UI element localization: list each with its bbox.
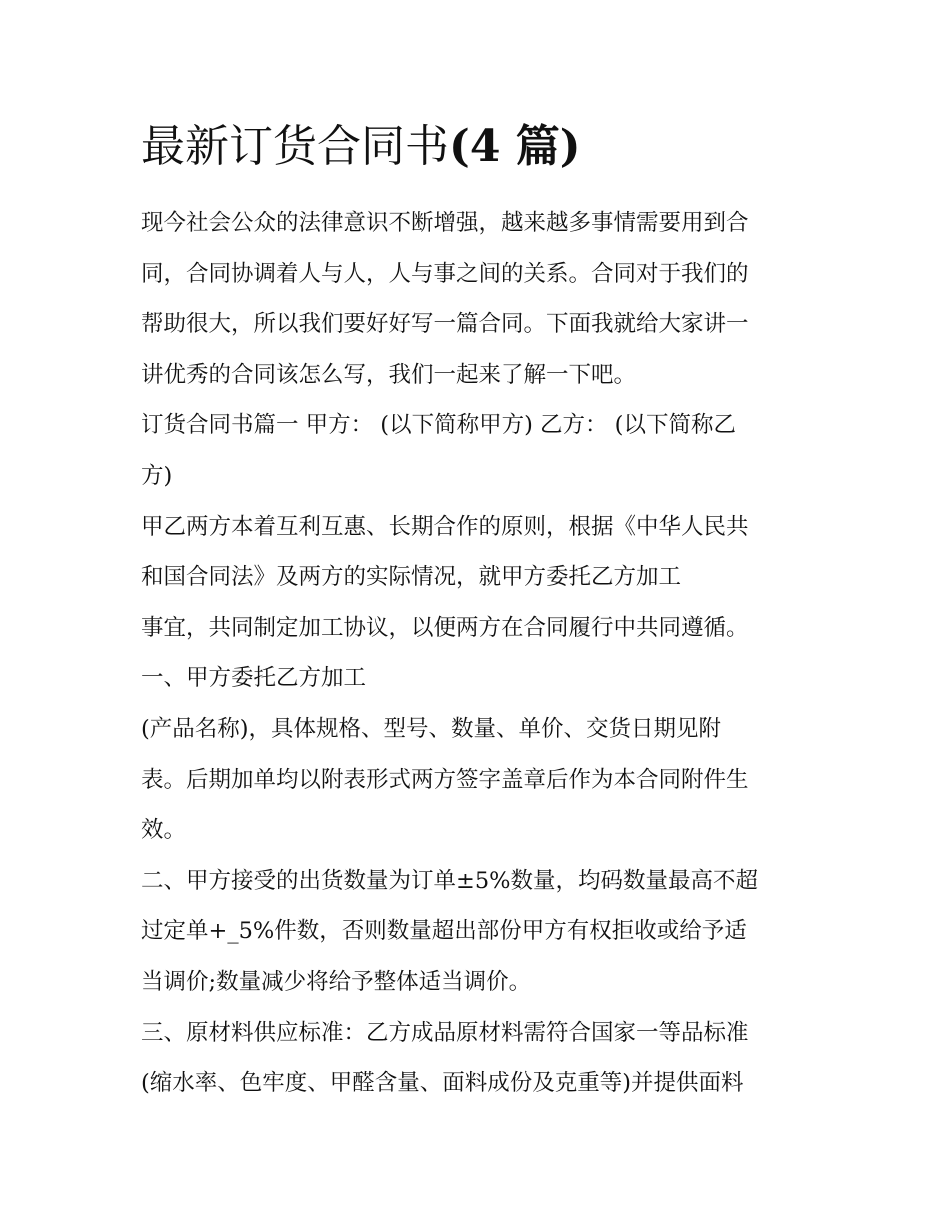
paragraph-line: (产品名称)，具体规格、型号、数量、单价、交货日期见附 — [141, 715, 722, 742]
document-title-suffix: (4 篇) — [449, 121, 581, 172]
paragraph-line: 甲乙两方本着互利互惠、长期合作的原则，根据《中华人民共 — [141, 513, 749, 540]
document-title — [141, 112, 821, 182]
paragraph-line: 现今社会公众的法律意识不断增强，越来越多事情需要用到合 — [141, 210, 749, 236]
paragraph-line: 三、原材料供应标准：乙方成品原材料需符合国家一等品标准 — [141, 1019, 749, 1046]
paragraph-line: 过定单+_5%件数，否则数量超出部份甲方有权拒收或给予适 — [141, 918, 747, 945]
paragraph-line: 讲优秀的合同该怎么写，我们一起来了解一下吧。 — [141, 361, 637, 388]
paragraph-line: (缩水率、色牢度、甲醛含量、面料成份及克重等)并提供面料 — [141, 1070, 744, 1097]
paragraph-line: 事宜，共同制定加工协议，以便两方在合同履行中共同遵循。 — [141, 614, 749, 641]
document-title-main: 最新订货合同书 — [141, 121, 449, 172]
paragraph-line: 订货合同书篇一 甲方： (以下简称甲方) 乙方： (以下简称乙 — [141, 412, 736, 439]
paragraph-line: 二、甲方接受的出货数量为订单±5%数量，均码数量最高不超 — [141, 867, 759, 894]
paragraph-line: 表。后期加单均以附表形式两方签字盖章后作为本合同附件生 — [141, 766, 749, 793]
paragraph-line: 帮助很大，所以我们要好好写一篇合同。下面我就给大家讲一 — [141, 311, 749, 338]
paragraph-line: 当调价;数量减少将给予整体适当调价。 — [141, 968, 532, 995]
paragraph-line: 一、甲方委托乙方加工 — [141, 665, 367, 692]
paragraph-line: 和国合同法》及两方的实际情况，就甲方委托乙方加工 — [141, 564, 682, 591]
paragraph-line: 同，合同协调着人与人，人与事之间的关系。合同对于我们的 — [141, 260, 749, 287]
document-body — [141, 112, 821, 1109]
paragraph-line: 方) — [141, 462, 173, 489]
paragraph-line: 效。 — [141, 817, 187, 844]
